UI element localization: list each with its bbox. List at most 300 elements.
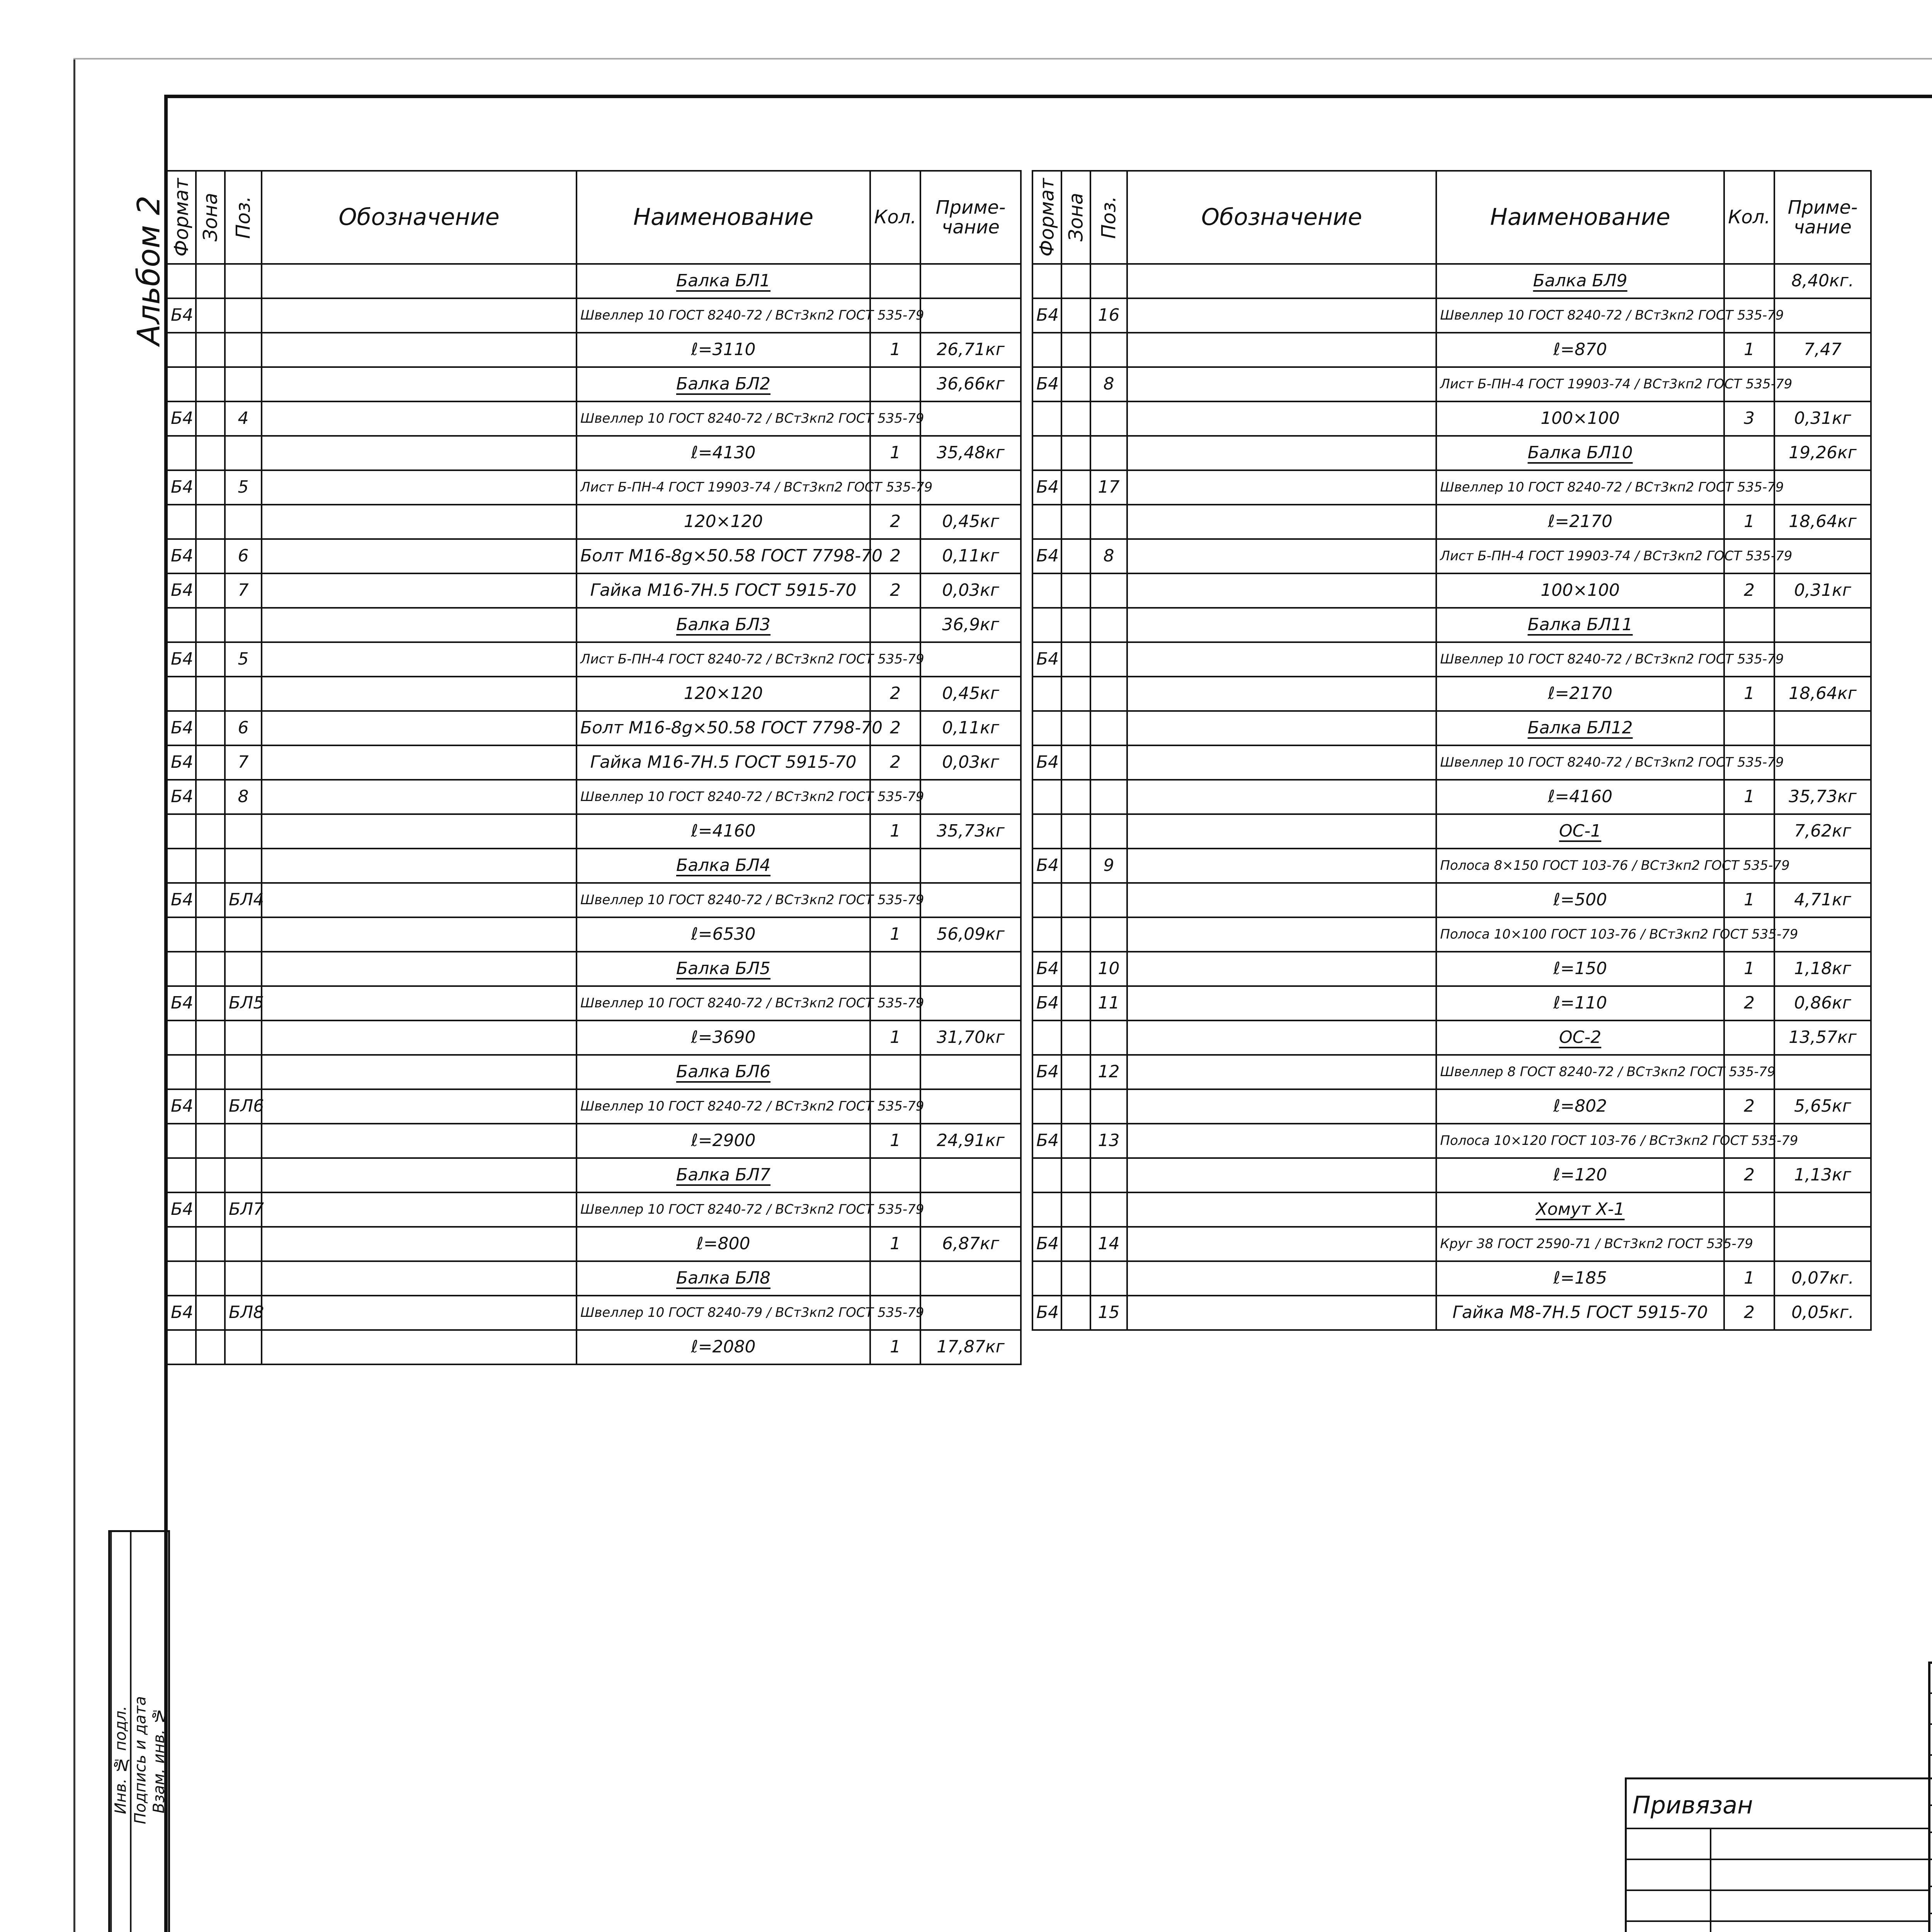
spec-row bbox=[1032, 1227, 1871, 1261]
row-format-text: Б4 bbox=[171, 890, 194, 910]
spec-table-left bbox=[166, 170, 1022, 1365]
row-name bbox=[1436, 539, 1793, 573]
row-format-text: Б4 bbox=[1036, 1303, 1059, 1323]
row-note bbox=[1774, 1192, 1871, 1227]
row-note bbox=[920, 1192, 1021, 1227]
row-zone bbox=[1061, 401, 1090, 436]
spec-row bbox=[167, 539, 1021, 573]
row-note bbox=[920, 1158, 1021, 1192]
spec-row bbox=[1032, 573, 1871, 608]
row-name-text: ℓ=500 bbox=[1553, 890, 1607, 910]
row-format bbox=[167, 952, 196, 986]
row-note bbox=[1774, 608, 1871, 642]
header-qty: Кол. bbox=[1724, 171, 1774, 264]
spec-row bbox=[1032, 1261, 1871, 1296]
row-qty bbox=[1724, 1192, 1774, 1227]
row-name bbox=[577, 436, 870, 470]
row-name bbox=[577, 1055, 870, 1089]
spec-row bbox=[1032, 505, 1871, 539]
row-name bbox=[1436, 1296, 1724, 1330]
row-qty bbox=[870, 505, 920, 539]
row-note bbox=[920, 849, 1021, 883]
row-qty-text: 1 bbox=[890, 443, 901, 463]
row-format bbox=[1032, 952, 1061, 986]
row-qty bbox=[1724, 952, 1774, 986]
row-pos-text: 17 bbox=[1098, 477, 1120, 497]
row-zone bbox=[196, 1261, 225, 1296]
row-designation bbox=[1127, 677, 1436, 711]
row-note-text: 1,13кг bbox=[1794, 1165, 1851, 1185]
row-format bbox=[1032, 436, 1061, 470]
row-designation bbox=[262, 333, 577, 367]
album-label: Альбом 2 bbox=[131, 196, 167, 345]
row-name bbox=[1436, 264, 1724, 298]
row-pos bbox=[1090, 1124, 1127, 1158]
header-zone: Зона bbox=[196, 171, 225, 264]
row-zone bbox=[1061, 1089, 1090, 1124]
row-note bbox=[1774, 1296, 1871, 1330]
row-note-text: 35,73кг bbox=[937, 821, 1005, 841]
row-designation bbox=[1127, 470, 1436, 505]
row-name-text: ℓ=6530 bbox=[691, 924, 756, 944]
row-note-text: 0,05кг. bbox=[1791, 1303, 1854, 1323]
row-note bbox=[920, 711, 1021, 745]
row-qty bbox=[1724, 1261, 1774, 1296]
row-qty bbox=[1724, 573, 1774, 608]
row-note-text: 26,71кг bbox=[937, 340, 1005, 360]
row-zone bbox=[1061, 1192, 1090, 1227]
spec-row bbox=[1032, 780, 1871, 814]
row-zone bbox=[196, 1020, 225, 1055]
row-name bbox=[1436, 1158, 1724, 1192]
row-zone bbox=[1061, 333, 1090, 367]
row-pos bbox=[225, 917, 262, 952]
spec-row bbox=[167, 367, 1021, 401]
row-format-text: Б4 bbox=[1036, 1062, 1059, 1082]
row-designation bbox=[1127, 1192, 1436, 1227]
row-pos bbox=[225, 849, 262, 883]
row-pos bbox=[225, 333, 262, 367]
spec-row bbox=[167, 814, 1021, 849]
row-note bbox=[920, 780, 1021, 814]
row-designation bbox=[262, 505, 577, 539]
row-pos-text: 5 bbox=[238, 649, 249, 669]
row-qty bbox=[870, 333, 920, 367]
spec-row bbox=[167, 711, 1021, 745]
row-name bbox=[577, 1020, 870, 1055]
row-pos-text: 7 bbox=[238, 580, 249, 600]
row-designation bbox=[1127, 298, 1436, 333]
spec-row bbox=[1032, 367, 1871, 401]
row-designation bbox=[1127, 1020, 1436, 1055]
row-zone bbox=[196, 1158, 225, 1192]
row-name-text: Балка БЛ11 bbox=[1527, 615, 1633, 635]
row-name-text: ℓ=4160 bbox=[1548, 787, 1613, 807]
row-pos-text: 11 bbox=[1098, 993, 1120, 1013]
row-name-text: 120×120 bbox=[684, 512, 763, 532]
row-pos bbox=[225, 298, 262, 333]
row-designation bbox=[262, 1124, 577, 1158]
row-name-text: 100×100 bbox=[1541, 408, 1620, 429]
spec-row bbox=[1032, 814, 1871, 849]
row-name-text: Швеллер 10 ГОСТ 8240-72 / ВСт3кп2 ГОСТ 535-79 bbox=[580, 410, 924, 426]
row-name-text: Балка БЛ9 bbox=[1533, 271, 1628, 291]
row-note bbox=[920, 333, 1021, 367]
row-note-text: 0,07кг. bbox=[1791, 1268, 1854, 1288]
row-format bbox=[167, 814, 196, 849]
spec-row bbox=[167, 883, 1021, 917]
row-name bbox=[577, 780, 924, 814]
row-qty bbox=[1724, 677, 1774, 711]
spec-row bbox=[167, 264, 1021, 298]
row-qty bbox=[1724, 264, 1774, 298]
row-format bbox=[167, 677, 196, 711]
row-designation bbox=[1127, 333, 1436, 367]
row-designation bbox=[1127, 367, 1436, 401]
row-pos bbox=[225, 814, 262, 849]
row-note-text: 36,66кг bbox=[937, 374, 1005, 394]
row-zone bbox=[1061, 952, 1090, 986]
row-zone bbox=[1061, 1227, 1090, 1261]
row-format bbox=[1032, 1055, 1061, 1089]
row-note-text: 1,18кг bbox=[1794, 959, 1851, 979]
row-name bbox=[1436, 677, 1724, 711]
spec-row bbox=[1032, 298, 1871, 333]
row-note bbox=[920, 1330, 1021, 1364]
left-stamp-replace: Взам. инв. № bbox=[150, 1707, 168, 1813]
row-format bbox=[1032, 573, 1061, 608]
row-name bbox=[577, 952, 870, 986]
row-note-text: 0,45кг bbox=[942, 684, 999, 704]
row-note-text: 18,64кг bbox=[1789, 512, 1857, 532]
row-qty bbox=[1724, 711, 1774, 745]
row-name bbox=[1436, 1020, 1724, 1055]
row-format-text: Б4 bbox=[171, 718, 194, 738]
row-format bbox=[167, 264, 196, 298]
row-format-text: Б4 bbox=[1036, 1131, 1059, 1151]
row-qty bbox=[870, 917, 920, 952]
row-qty-text: 1 bbox=[1744, 684, 1755, 704]
row-pos-text: БЛ7 bbox=[229, 1199, 264, 1219]
row-pos bbox=[225, 1089, 262, 1124]
row-pos bbox=[1090, 1020, 1127, 1055]
row-name-text: Балка БЛ10 bbox=[1527, 443, 1633, 463]
row-pos bbox=[1090, 1261, 1127, 1296]
row-note bbox=[1774, 1055, 1871, 1089]
row-name-text: Балка БЛ1 bbox=[676, 271, 771, 291]
row-qty bbox=[1724, 814, 1774, 849]
row-designation bbox=[1127, 642, 1436, 677]
row-format bbox=[1032, 298, 1061, 333]
row-format bbox=[1032, 1089, 1061, 1124]
row-designation bbox=[1127, 401, 1436, 436]
row-name bbox=[577, 1227, 870, 1261]
spec-row bbox=[167, 1124, 1021, 1158]
row-note-text: 0,45кг bbox=[942, 512, 999, 532]
row-qty-text: 1 bbox=[890, 821, 901, 841]
row-note bbox=[1774, 1158, 1871, 1192]
row-name-text: Болт М16-8g×50.58 ГОСТ 7798-70 bbox=[580, 546, 883, 566]
spec-row bbox=[167, 952, 1021, 986]
row-qty-text: 2 bbox=[1744, 1096, 1755, 1116]
row-note-text: 0,11кг bbox=[942, 546, 999, 566]
row-zone bbox=[196, 849, 225, 883]
row-format bbox=[167, 917, 196, 952]
row-name bbox=[1436, 883, 1724, 917]
header-designation: Обозначение bbox=[1127, 171, 1436, 264]
row-format bbox=[167, 1192, 196, 1227]
row-zone bbox=[1061, 711, 1090, 745]
row-designation bbox=[262, 1227, 577, 1261]
row-note bbox=[920, 952, 1021, 986]
row-name bbox=[577, 711, 883, 745]
spec-row bbox=[1032, 401, 1871, 436]
spec-row bbox=[1032, 952, 1871, 986]
row-pos bbox=[1090, 436, 1127, 470]
row-note bbox=[920, 986, 1021, 1020]
row-qty bbox=[1724, 401, 1774, 436]
row-qty-text: 2 bbox=[890, 752, 901, 772]
row-note-text: 4,71кг bbox=[1794, 890, 1851, 910]
row-zone bbox=[196, 573, 225, 608]
row-pos bbox=[225, 1330, 262, 1364]
row-zone bbox=[1061, 539, 1090, 573]
row-zone bbox=[196, 711, 225, 745]
row-format bbox=[1032, 986, 1061, 1020]
row-pos bbox=[225, 264, 262, 298]
row-name-text: Швеллер 10 ГОСТ 8240-72 / ВСт3кп2 ГОСТ 535-79 bbox=[1440, 479, 1784, 495]
row-pos-text: 15 bbox=[1098, 1303, 1120, 1323]
row-note bbox=[1774, 1089, 1871, 1124]
row-format bbox=[167, 367, 196, 401]
row-name-text: ℓ=185 bbox=[1553, 1268, 1607, 1288]
row-name-text: Полоса 8×150 ГОСТ 103-76 / ВСт3кп2 ГОСТ 535-79 bbox=[1440, 857, 1790, 873]
spec-row bbox=[1032, 1020, 1871, 1055]
row-qty-text: 1 bbox=[890, 1131, 901, 1151]
row-format-text: Б4 bbox=[171, 752, 194, 772]
row-designation bbox=[262, 470, 577, 505]
row-pos bbox=[225, 1227, 262, 1261]
spec-row bbox=[1032, 1124, 1871, 1158]
row-zone bbox=[196, 986, 225, 1020]
row-pos bbox=[225, 677, 262, 711]
row-pos-text: БЛ5 bbox=[229, 993, 264, 1013]
row-pos bbox=[1090, 814, 1127, 849]
row-name-text: Балка БЛ4 bbox=[676, 855, 771, 876]
spec-row bbox=[1032, 1089, 1871, 1124]
row-format-text: Б4 bbox=[1036, 855, 1059, 876]
row-qty-text: 2 bbox=[890, 718, 901, 738]
row-name-text: ℓ=110 bbox=[1553, 993, 1607, 1013]
row-qty bbox=[1724, 333, 1774, 367]
row-name bbox=[577, 1158, 870, 1192]
spec-row bbox=[167, 1261, 1021, 1296]
title-block bbox=[1928, 1662, 1932, 1932]
row-qty-text: 2 bbox=[1744, 1303, 1755, 1323]
row-format bbox=[1032, 505, 1061, 539]
row-qty bbox=[1724, 780, 1774, 814]
row-pos bbox=[1090, 470, 1127, 505]
row-name-text: Полоса 10×100 ГОСТ 103-76 / ВСт3кп2 ГОСТ 535-79 bbox=[1440, 926, 1798, 942]
row-format bbox=[1032, 814, 1061, 849]
row-pos bbox=[1090, 505, 1127, 539]
row-name bbox=[1436, 986, 1724, 1020]
row-name bbox=[577, 917, 870, 952]
row-qty bbox=[870, 814, 920, 849]
row-pos bbox=[1090, 849, 1127, 883]
row-pos bbox=[1090, 573, 1127, 608]
row-name bbox=[577, 849, 870, 883]
row-pos bbox=[225, 1124, 262, 1158]
row-designation bbox=[262, 883, 577, 917]
row-zone bbox=[1061, 883, 1090, 917]
row-zone bbox=[196, 1055, 225, 1089]
row-name-text: ℓ=800 bbox=[696, 1234, 750, 1254]
row-qty bbox=[1724, 608, 1774, 642]
row-qty-text: 1 bbox=[1744, 959, 1755, 979]
row-name bbox=[577, 642, 924, 677]
row-qty bbox=[1724, 1020, 1774, 1055]
row-pos bbox=[225, 401, 262, 436]
row-format-text: Б4 bbox=[171, 305, 194, 325]
spec-row bbox=[1032, 711, 1871, 745]
row-zone bbox=[196, 745, 225, 780]
row-designation bbox=[1127, 711, 1436, 745]
row-pos bbox=[225, 470, 262, 505]
row-pos bbox=[1090, 1055, 1127, 1089]
spec-row bbox=[1032, 1192, 1871, 1227]
row-qty-text: 2 bbox=[1744, 1165, 1755, 1185]
row-pos-text: БЛ4 bbox=[229, 890, 264, 910]
row-name bbox=[1436, 745, 1784, 780]
spec-row bbox=[1032, 883, 1871, 917]
spec-row bbox=[1032, 1158, 1871, 1192]
row-name bbox=[577, 608, 870, 642]
row-pos-text: 8 bbox=[238, 787, 249, 807]
row-name bbox=[1436, 1124, 1798, 1158]
row-name-text: Балка БЛ2 bbox=[676, 374, 771, 394]
row-name bbox=[1436, 367, 1793, 401]
row-name bbox=[1436, 711, 1724, 745]
row-designation bbox=[1127, 1261, 1436, 1296]
row-pos bbox=[1090, 1296, 1127, 1330]
row-name bbox=[1436, 333, 1724, 367]
row-designation bbox=[262, 1261, 577, 1296]
row-note-text: 0,31кг bbox=[1794, 580, 1851, 600]
row-designation bbox=[262, 1158, 577, 1192]
spec-row bbox=[167, 1296, 1021, 1330]
row-note-text: 0,03кг bbox=[942, 752, 999, 772]
row-designation bbox=[262, 1089, 577, 1124]
row-pos bbox=[1090, 917, 1127, 952]
spec-row bbox=[167, 298, 1021, 333]
row-format-text: Б4 bbox=[1036, 477, 1059, 497]
row-qty-text: 3 bbox=[1744, 408, 1755, 429]
row-note bbox=[1774, 986, 1871, 1020]
row-pos bbox=[225, 1296, 262, 1330]
row-name bbox=[577, 505, 870, 539]
row-format bbox=[167, 1296, 196, 1330]
spec-row bbox=[167, 1020, 1021, 1055]
row-pos bbox=[225, 1055, 262, 1089]
spec-row bbox=[167, 849, 1021, 883]
header-pos: Поз. bbox=[225, 171, 262, 264]
row-qty bbox=[870, 1055, 920, 1089]
row-qty bbox=[870, 436, 920, 470]
spec-row bbox=[167, 780, 1021, 814]
row-name-text: 100×100 bbox=[1541, 580, 1620, 600]
row-designation bbox=[262, 608, 577, 642]
row-designation bbox=[1127, 505, 1436, 539]
row-zone bbox=[196, 1296, 225, 1330]
row-name-text: ℓ=802 bbox=[1553, 1096, 1607, 1116]
row-pos-text: 7 bbox=[238, 752, 249, 772]
row-note bbox=[1774, 642, 1871, 677]
row-note bbox=[1774, 677, 1871, 711]
row-zone bbox=[196, 608, 225, 642]
row-name-text: Лист Б-ПН-4 ГОСТ 19903-74 / ВСт3кп2 ГОСТ 535-79 bbox=[580, 479, 933, 495]
row-qty bbox=[1724, 436, 1774, 470]
spec-row bbox=[1032, 1296, 1871, 1330]
row-format bbox=[1032, 367, 1061, 401]
row-note-text: 0,11кг bbox=[942, 718, 999, 738]
row-qty bbox=[870, 1020, 920, 1055]
row-pos bbox=[225, 367, 262, 401]
spec-row bbox=[167, 1227, 1021, 1261]
row-format bbox=[1032, 401, 1061, 436]
row-format bbox=[1032, 608, 1061, 642]
row-zone bbox=[1061, 367, 1090, 401]
row-pos-text: БЛ8 bbox=[229, 1303, 264, 1323]
spec-row bbox=[167, 642, 1021, 677]
row-qty bbox=[870, 1261, 920, 1296]
row-pos bbox=[225, 780, 262, 814]
row-zone bbox=[1061, 1261, 1090, 1296]
row-name-text: Швеллер 10 ГОСТ 8240-72 / ВСт3кп2 ГОСТ 535-79 bbox=[1440, 754, 1784, 770]
row-format bbox=[1032, 711, 1061, 745]
row-pos bbox=[1090, 1158, 1127, 1192]
row-pos bbox=[1090, 1227, 1127, 1261]
row-name-text: Швеллер 10 ГОСТ 8240-72 / ВСт3кп2 ГОСТ 535-79 bbox=[580, 995, 924, 1011]
row-designation bbox=[1127, 780, 1436, 814]
row-note-text: 36,9кг bbox=[942, 615, 999, 635]
header-format: Формат bbox=[167, 171, 196, 264]
row-note bbox=[1774, 745, 1871, 780]
spec-row bbox=[167, 573, 1021, 608]
row-note bbox=[1774, 573, 1871, 608]
row-zone bbox=[1061, 608, 1090, 642]
row-qty bbox=[870, 1158, 920, 1192]
row-format bbox=[1032, 1261, 1061, 1296]
row-note-text: 0,03кг bbox=[942, 580, 999, 600]
spec-row bbox=[167, 1158, 1021, 1192]
row-pos-text: 16 bbox=[1098, 305, 1120, 325]
row-name bbox=[577, 677, 870, 711]
header-designation: Обозначение bbox=[262, 171, 577, 264]
row-pos bbox=[1090, 1192, 1127, 1227]
row-pos-text: 14 bbox=[1098, 1234, 1120, 1254]
row-format bbox=[1032, 1227, 1061, 1261]
row-name-text: Лист Б-ПН-4 ГОСТ 19903-74 / ВСт3кп2 ГОСТ 535-79 bbox=[1440, 548, 1793, 564]
row-designation bbox=[262, 711, 577, 745]
row-zone bbox=[1061, 745, 1090, 780]
header-pos: Поз. bbox=[1090, 171, 1127, 264]
row-name bbox=[1436, 1261, 1724, 1296]
row-pos bbox=[225, 573, 262, 608]
row-name-text: ℓ=2900 bbox=[691, 1131, 756, 1151]
row-designation bbox=[1127, 1296, 1436, 1330]
row-qty bbox=[870, 1124, 920, 1158]
